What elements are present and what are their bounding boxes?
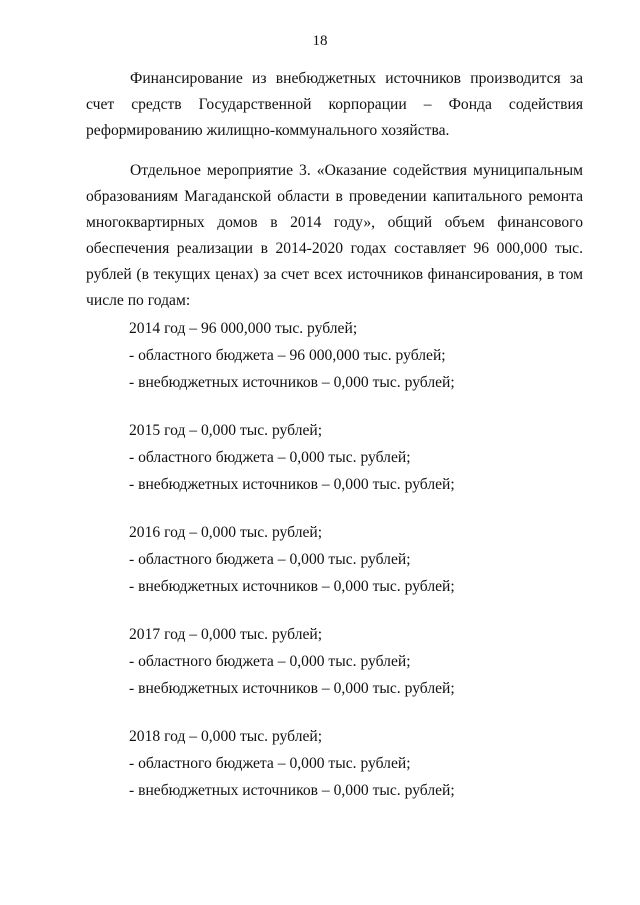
year-block-2015 bbox=[86, 418, 583, 498]
extrabudget-line: - внебюджетных источников – 0,000 тыс. рублей; bbox=[129, 578, 455, 595]
year-breakdown bbox=[86, 316, 583, 804]
year-block-2018 bbox=[86, 724, 583, 804]
year-block-2014 bbox=[86, 316, 583, 396]
extrabudget-line: - внебюджетных источников – 0,000 тыс. рублей; bbox=[129, 476, 455, 493]
year-total: 2014 год – 96 000,000 тыс. рублей; bbox=[129, 320, 358, 337]
regional-budget-line: - областного бюджета – 0,000 тыс. рублей; bbox=[129, 551, 411, 568]
regional-budget-line: - областного бюджета – 0,000 тыс. рублей; bbox=[129, 449, 411, 466]
year-total: 2016 год – 0,000 тыс. рублей; bbox=[129, 524, 323, 541]
paragraph-extrabudget-financing: Финансирование из внебюджетных источников производится за счет средств Государственной корпорации – Фонда содействия реформированию жилищно-коммунального хозяйства. bbox=[86, 70, 583, 139]
regional-budget-line: - областного бюджета – 96 000,000 тыс. рублей; bbox=[129, 347, 446, 364]
year-block-2016 bbox=[86, 520, 583, 600]
year-block-2017 bbox=[86, 622, 583, 702]
paragraph-activity-3: Отдельное мероприятие 3. «Оказание содействия муниципальным образованиям Магаданской области в проведении капитального ремонта многоквартирных домов в 2014 году», общий объем финансового обеспечения реализации в 2014-2020 годах составляет 96 000,000 тыс. рублей (в текущих ценах) за счет всех источников финансирования, в том числе по годам: bbox=[86, 162, 583, 309]
extrabudget-line: - внебюджетных источников – 0,000 тыс. рублей; bbox=[129, 680, 455, 697]
page-number: 18 bbox=[312, 33, 328, 49]
year-total: 2015 год – 0,000 тыс. рублей; bbox=[129, 422, 323, 439]
regional-budget-line: - областного бюджета – 0,000 тыс. рублей; bbox=[129, 653, 411, 670]
extrabudget-line: - внебюджетных источников – 0,000 тыс. рублей; bbox=[129, 782, 455, 799]
year-total: 2017 год – 0,000 тыс. рублей; bbox=[129, 626, 323, 643]
regional-budget-line: - областного бюджета – 0,000 тыс. рублей; bbox=[129, 755, 411, 772]
extrabudget-line: - внебюджетных источников – 0,000 тыс. рублей; bbox=[129, 374, 455, 391]
document-body bbox=[86, 66, 583, 804]
year-total: 2018 год – 0,000 тыс. рублей; bbox=[129, 728, 323, 745]
